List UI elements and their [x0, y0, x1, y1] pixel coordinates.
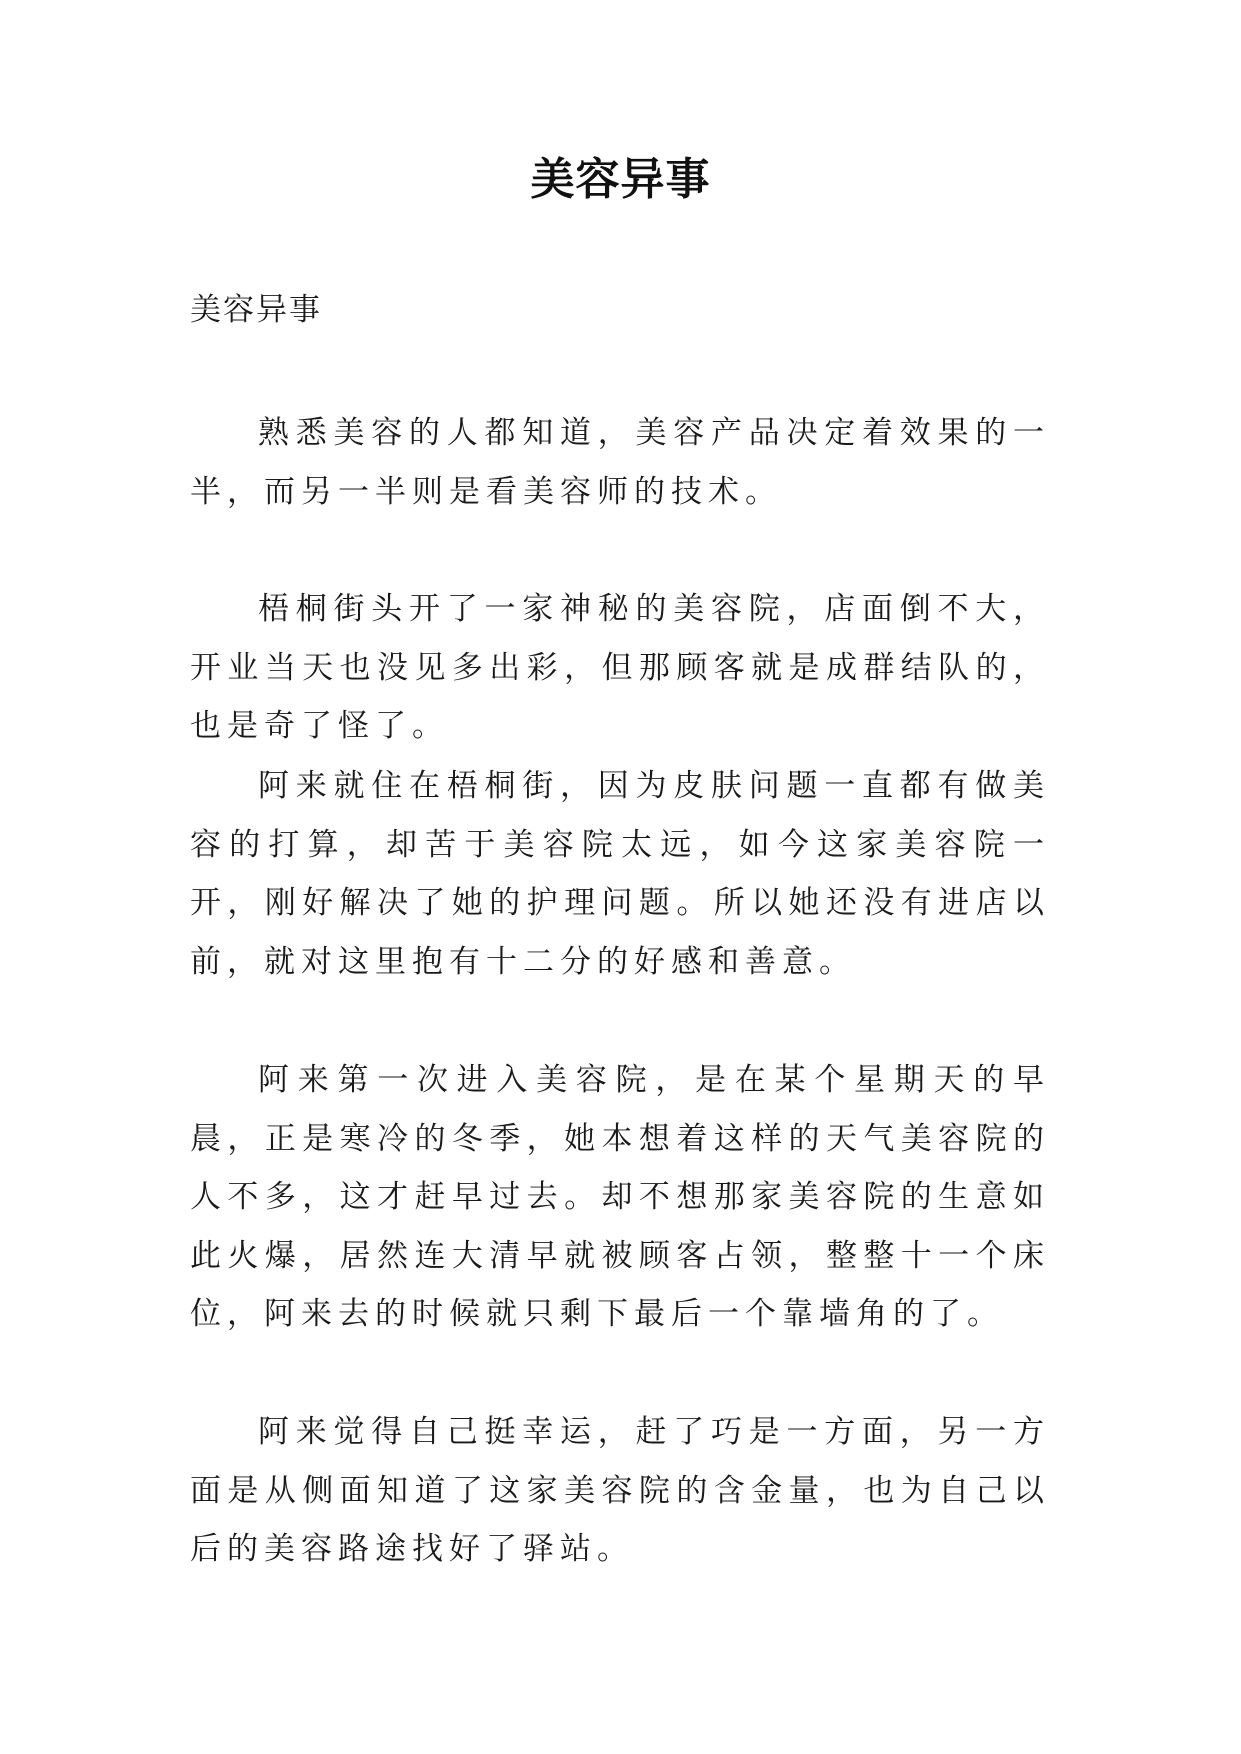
paragraph-1: 熟悉美容的人都知道，美容产品决定着效果的一半，而另一半则是看美容师的技术。	[190, 415, 1050, 510]
paragraph-5: 阿来觉得自己挺幸运，赶了巧是一方面，另一方面是从侧面知道了这家美容院的含金量，也为自己以后的美容路途找好了驿站。	[190, 1414, 1050, 1567]
paragraph-2: 梧桐街头开了一家神秘的美容院，店面倒不大，开业当天也没见多出彩，但那顾客就是成群结队的，也是奇了怪了。	[190, 591, 1050, 744]
article-subheading: 美容异事	[190, 292, 322, 328]
page-title: 美容异事	[530, 154, 711, 205]
paragraph-4: 阿来第一次进入美容院，是在某个星期天的早晨，正是寒冷的冬季，她本想着这样的天气美容院的人不多，这才赶早过去。却不想那家美容院的生意如此火爆，居然连大清早就被顾客占领，整整十一个床位，阿来去的时候就只剩下最后一个靠墙角的了。	[190, 1062, 1050, 1332]
paragraph-3: 阿来就住在梧桐街，因为皮肤问题一直都有做美容的打算，却苦于美容院太远，如今这家美容院一开，刚好解决了她的护理问题。所以她还没有进店以前，就对这里抱有十二分的好感和善意。	[190, 768, 1050, 980]
